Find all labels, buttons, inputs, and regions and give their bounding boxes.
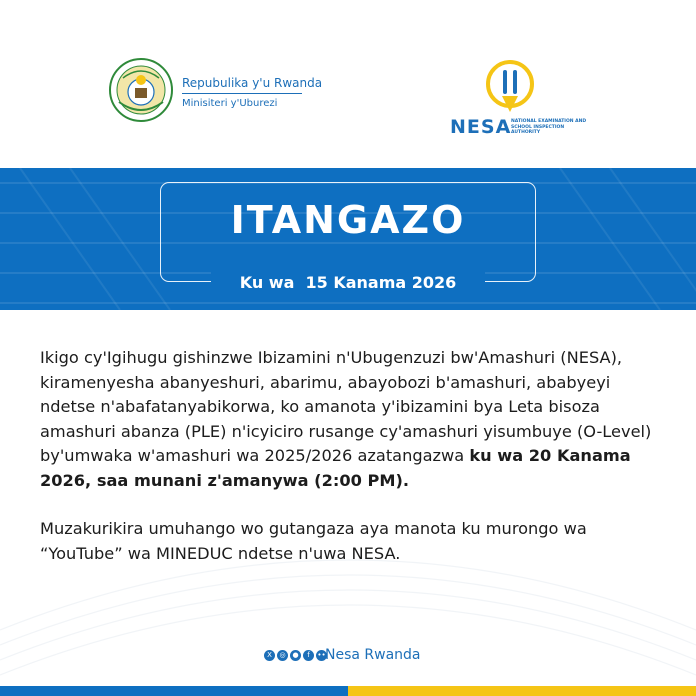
ministry-wordmark (182, 75, 322, 110)
announcement-title: ITANGAZO (230, 198, 466, 242)
ministry-label: Minisiteri y'Uburezi (182, 98, 278, 109)
rwanda-seal-icon (109, 58, 173, 122)
body-paragraph-2: Muzakurikira umuhango wo gutangaza aya manota ku murongo wa “YouTube” wa MINEDUC ndetse n'uwa NESA. (40, 519, 587, 563)
footer-account-name: Nesa Rwanda (325, 647, 421, 663)
flickr-icon[interactable]: •• (317, 651, 326, 659)
x-icon[interactable]: X (264, 650, 275, 661)
body-paragraph-1-highlight: ku wa 20 Kanama 2026, saa munani z'amanywa (2:00 PM). (40, 446, 631, 490)
facebook-icon[interactable]: f (303, 650, 314, 661)
nesa-wordmark: NESA (450, 116, 512, 138)
bottom-bar-yellow (348, 686, 696, 696)
bottom-bar-blue (0, 686, 348, 696)
header (0, 0, 696, 168)
web-icon[interactable]: ● (290, 650, 301, 661)
wordmark-divider (182, 93, 302, 94)
nesa-full-name: NATIONAL EXAMINATION AND SCHOOL INSPECTION AUTHORITY (511, 119, 587, 135)
announcement-date: Ku wa 15 Kanama 2026 (239, 273, 457, 292)
nesa-logo-icon (484, 60, 536, 116)
announcement-body (40, 346, 670, 590)
instagram-icon[interactable]: ◎ (277, 650, 288, 661)
body-paragraph-1 (40, 346, 670, 493)
republic-label: Repubulika y'u Rwanda (182, 76, 323, 90)
social-icons (264, 650, 327, 664)
body-paragraph-1-text: Ikigo cy'Igihugu gishinzwe Ibizamini n'Ubugenzuzi bw'Amashuri (NESA), kiramenyesha abanyeshuri, abarimu, abayobozi b'amashuri, ababyeyi ndetse n'abafatanyabikorwa, ko amanota y'ibizamini bya Leta bisoza amashuri abanza (PLE) n'icyiciro rusange cy'amashuri yisumbuye (O-Level) by'umwaka w'amashuri wa 2025/2026 azatangazwa (40, 348, 652, 465)
